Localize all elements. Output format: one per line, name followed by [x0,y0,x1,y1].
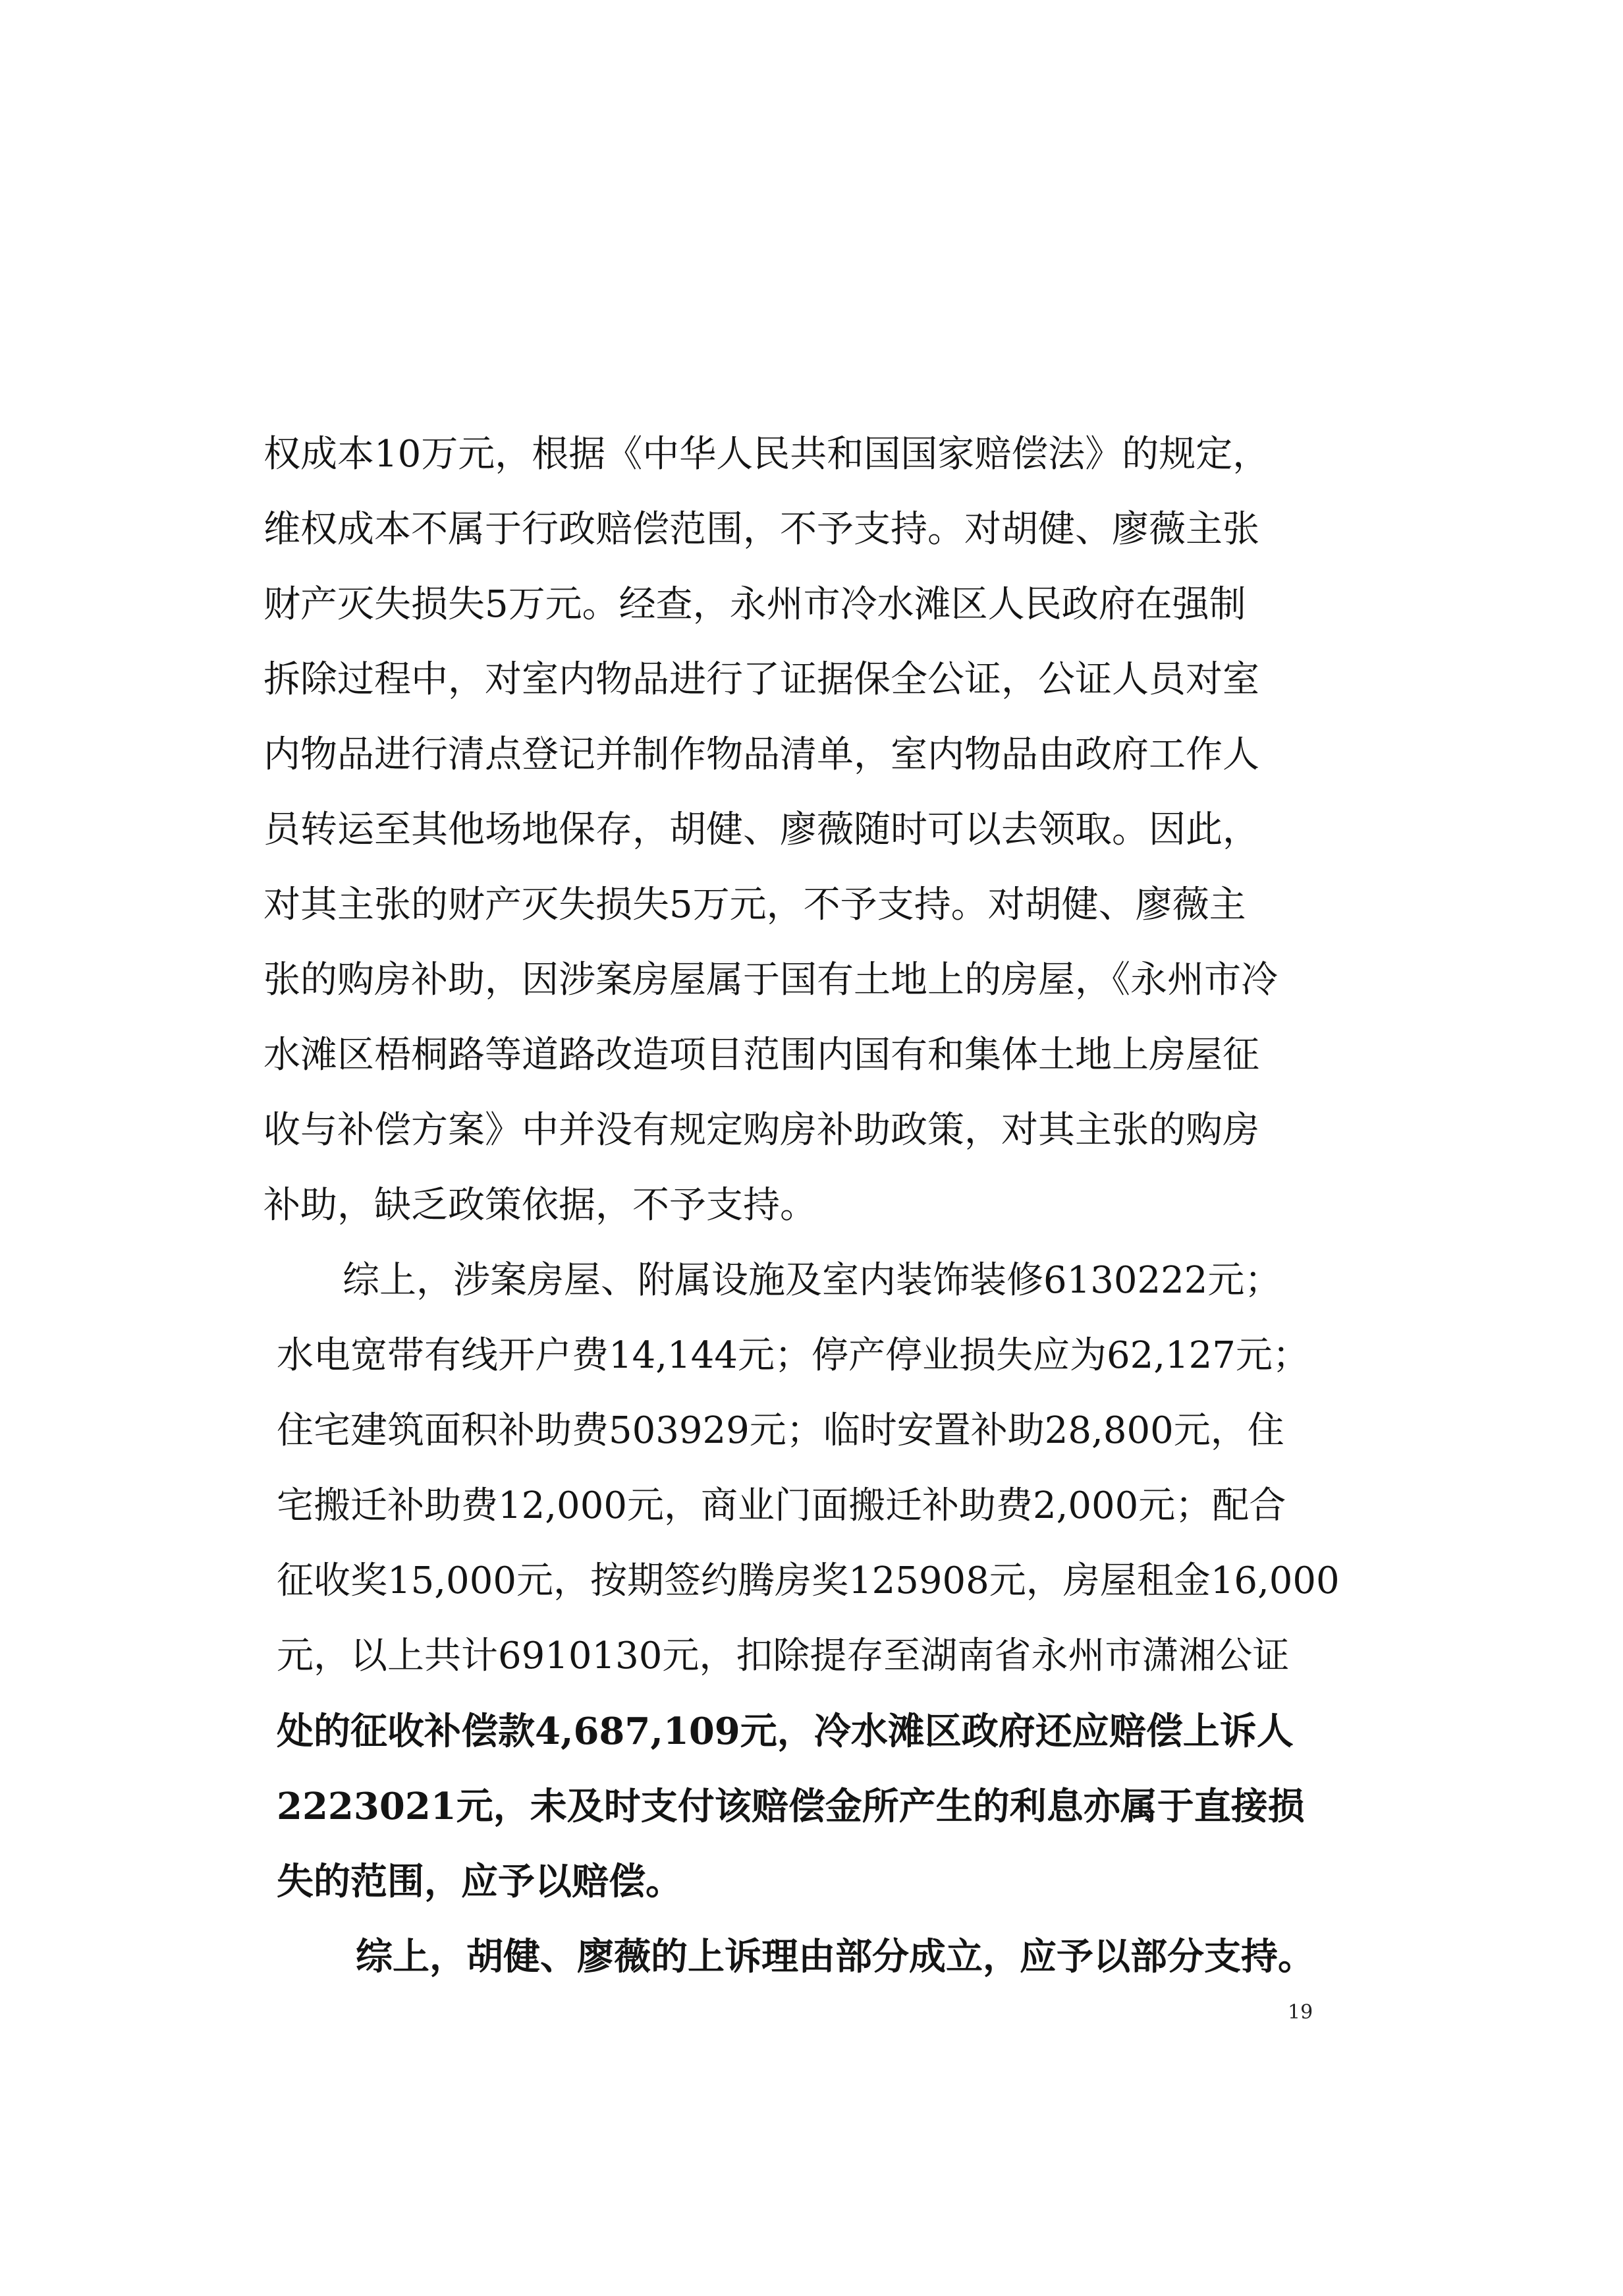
text-line: 员转运至其他场地保存，胡健、廖薇随时可以去领取。因此， [263,808,1259,851]
text-line: 拆除过程中，对室内物品进行了证据保全公证，公证人员对室 [263,658,1259,701]
text-line: 综上，涉案房屋、附属设施及室内装饰装修6130222元； [343,1259,1282,1302]
text-line: 财产灭失损失5万元。经查，永州市冷水滩区人民政府在强制 [263,583,1246,626]
text-line: 权成本10万元，根据《中华人民共和国国家赔偿法》的规定， [263,433,1270,476]
text-line: 内物品进行清点登记并制作物品清单，室内物品由政府工作人 [263,733,1259,776]
text-line: 失的范围，应予以赔偿。 [277,1860,682,1903]
text-line: 2223021元，未及时支付该赔偿金所产生的利息亦属于直接损 [277,1785,1305,1828]
text-line: 元，以上共计6910130元，扣除提存至湖南省永州市潇湘公证 [277,1635,1290,1677]
text-line: 补助，缺乏政策依据，不予支持。 [263,1184,817,1227]
text-line: 住宅建筑面积补助费503929元；临时安置补助28,800元，住 [277,1409,1284,1452]
text-line: 处的征收补偿款4,687,109元，冷水滩区政府还应赔偿上诉人 [277,1710,1294,1753]
text-line: 水电宽带有线开户费14,144元；停产停业损失应为62,127元； [277,1334,1309,1377]
text-line: 对其主张的财产灭失损失5万元，不予支持。对胡健、廖薇主 [263,883,1246,926]
page-number: 19 [1288,2001,1313,2024]
text-line: 宅搬迁补助费12,000元，商业门面搬迁补助费2,000元；配合 [277,1484,1286,1527]
text-line: 张的购房补助，因涉案房屋属于国有土地上的房屋，《永州市冷 [263,959,1278,1001]
text-line: 水滩区梧桐路等道路改造项目范围内国有和集体土地上房屋征 [263,1034,1259,1077]
text-line: 征收奖15,000元，按期签约腾房奖125908元，房屋租金16,000 [277,1559,1340,1602]
text-line: 综上，胡健、廖薇的上诉理由部分成立，应予以部分支持。 [356,1935,1315,1978]
text-line: 维权成本不属于行政赔偿范围，不予支持。对胡健、廖薇主张 [263,508,1259,551]
text-line: 收与补偿方案》中并没有规定购房补助政策，对其主张的购房 [263,1109,1259,1152]
